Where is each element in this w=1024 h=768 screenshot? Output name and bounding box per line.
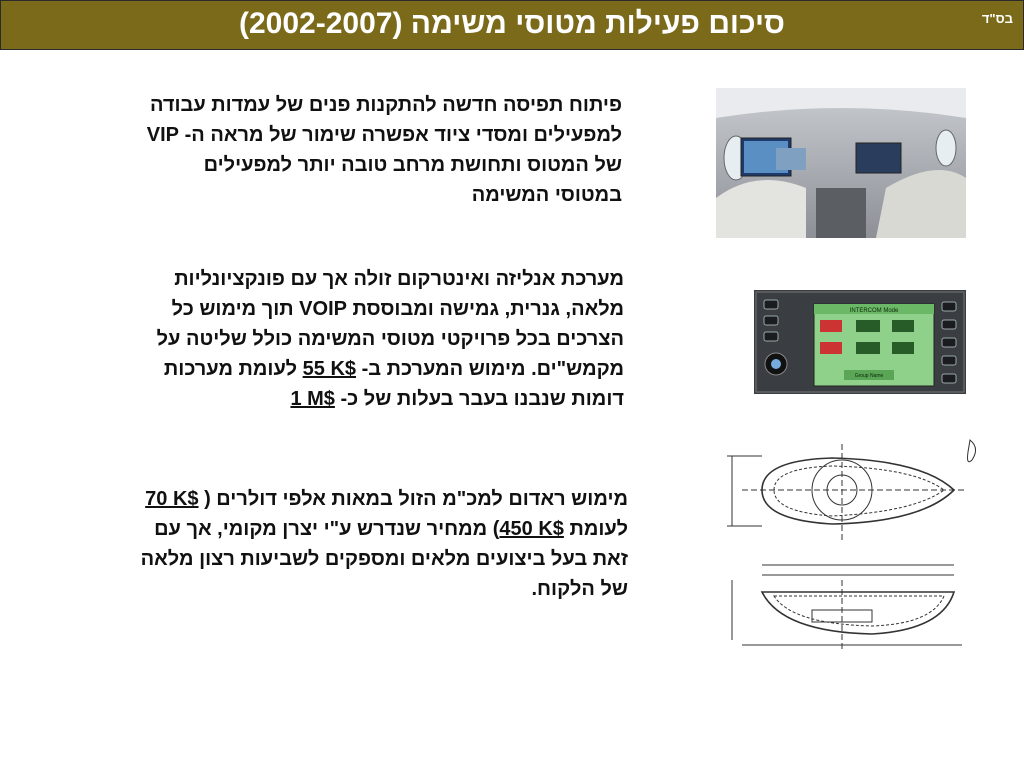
intercom-cost-amount: 55 K$ (302, 358, 357, 380)
local-vendor-cost-amount: 450 K$ (499, 518, 564, 540)
title-bar (0, 0, 1024, 50)
intercom-screen-footer: Group Name (854, 373, 884, 379)
radome-line-1 (141, 484, 628, 514)
intercom-line-1: מערכת אנליזה ואינטרקום זולה אך עם פונקציונליות (174, 268, 624, 290)
radome-technical-drawing (722, 430, 980, 652)
radome-line-2 (141, 514, 628, 544)
interior-paragraph (147, 90, 622, 210)
cabin-interior-photo (716, 88, 966, 238)
intercom-panel-photo (754, 290, 966, 394)
radome-cost-amount: 70 K$ (145, 488, 199, 510)
intercom-line-3: הצרכים בכל פרויקטי מטוסי המשימה כולל שליטה על (156, 328, 624, 350)
slide-title: סיכום פעילות מטוסי משימה (2002-2007) (239, 7, 785, 40)
radome-line-2-post: ) ממחיר שנדרש ע"י יצרן מקומי, אך עם (154, 518, 500, 540)
intercom-line-4-pre: מקמש"ים. מימוש המערכת ב- (361, 358, 624, 380)
intercom-line-5-pre: דומות שנבנו בעבר בעלות של כ- (340, 388, 624, 410)
radome-line-2-pre: לעומת (569, 518, 628, 540)
radome-line-3: זאת בעל ביצועים מלאים ומספקים לשביעות רצון מלאה (140, 548, 628, 570)
previous-cost-amount: 1 M$ (290, 388, 335, 410)
interior-line-1: פיתוח תפיסה חדשה להתקנות פנים של עמדות עבודה (149, 94, 622, 116)
intercom-line-4-post: לעומת מערכות (163, 358, 298, 380)
interior-line-3: של המטוס ותחושת מרחב טובה יותר למפעילים (203, 154, 622, 176)
interior-line-4: במטוסי המשימה (471, 184, 622, 206)
intercom-paragraph (157, 264, 624, 414)
intercom-line-2: מלאה, גנרית, גמישה ומבוססת VOIP תוך מימוש כל (171, 298, 624, 320)
interior-line-2: למפעילים ומסדי ציוד אפשרה שימור של מראה ה- VIP (146, 124, 622, 146)
intercom-line-4 (157, 354, 624, 384)
intercom-line-5 (157, 384, 624, 414)
radome-line-1-pre: מימוש ראדום למכ"מ הזול במאות אלפי דולרים ( (204, 488, 628, 510)
radome-line-4: של הלקוח. (531, 578, 628, 600)
radome-paragraph (141, 484, 628, 604)
corner-mark: בס"ד (981, 11, 1013, 26)
intercom-screen-title: INTERCOM Mode (849, 308, 899, 314)
